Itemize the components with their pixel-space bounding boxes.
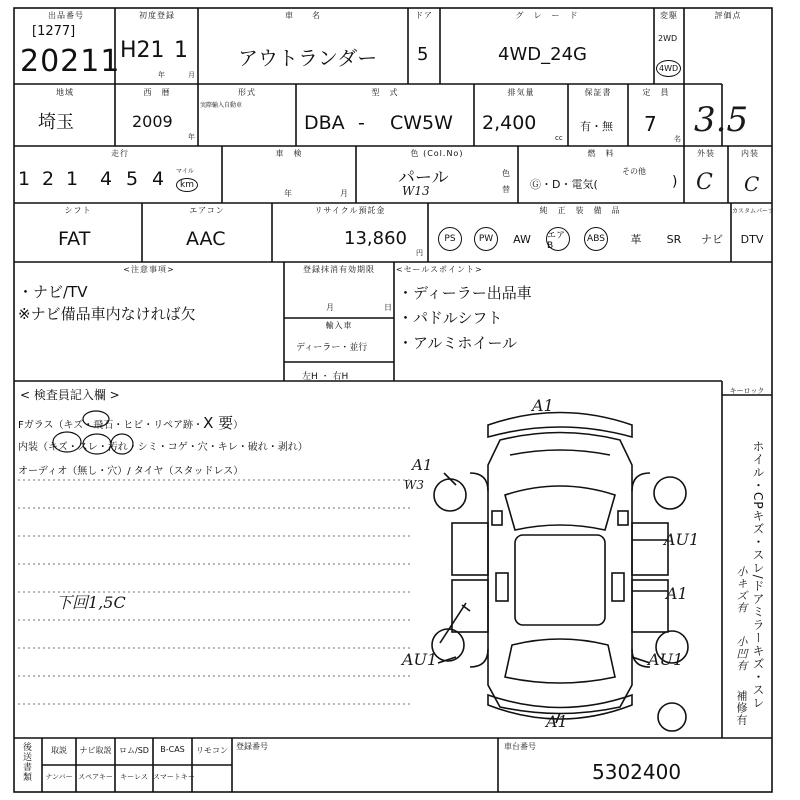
label-color: 色 (Col.No) <box>410 149 464 158</box>
equipment-label: ナビ <box>701 233 723 246</box>
inspection-glass-mark: X 要 <box>203 414 234 432</box>
color-code: W13 <box>402 184 430 198</box>
mileage-digit-5: 5 <box>126 168 139 190</box>
drive-4wd: 4WD <box>656 60 681 77</box>
side-hand-1: 小キズ有 <box>735 566 748 614</box>
label-keylock: キーロック <box>729 387 765 395</box>
label-import: 輸入車 <box>325 321 353 330</box>
recycle-unit: 円 <box>416 249 423 257</box>
import-type: ディーラー・並行 <box>296 343 368 353</box>
color-name: パール <box>398 168 449 188</box>
fuel-other: その他 <box>622 167 646 176</box>
label-aircon: エアコン <box>189 206 225 215</box>
equipment-label: PW <box>474 227 498 251</box>
label-shift: シフト <box>64 206 92 215</box>
damage-mark-right-door-1: AU1 <box>664 530 700 549</box>
label-model: 形式 <box>238 88 256 97</box>
label-mileage: 走行 <box>111 149 129 158</box>
equipment-label: PS <box>438 227 462 251</box>
damage-mark-front-left: A1 <box>412 456 433 474</box>
inspection-interior: 内装（キズ・スレ・汚れ・シミ・コゲ・穴・キレ・破れ・剥れ） <box>18 442 308 453</box>
score: 3.5 <box>694 100 749 140</box>
footer-doc-item: リモコン <box>196 746 228 755</box>
label-grade: グ レ ー ド <box>515 11 579 20</box>
equipment-label: ABS <box>584 227 608 251</box>
footer-doc-item: ナビ取説 <box>79 746 112 755</box>
inspection-handwritten: 下回1,5C <box>56 593 126 612</box>
mileage-digit-4: 4 <box>100 168 113 190</box>
footer-doc-item: 取説 <box>51 746 67 755</box>
footer-doc-item: ナンバー <box>45 773 73 781</box>
car-damage-diagram <box>400 395 725 740</box>
inspection-audio: オーディオ（無し・穴）/ タイヤ（スタッドレス） <box>18 466 244 477</box>
mileage-digit-1: 1 <box>18 168 31 190</box>
model-type-prefix: DBA <box>304 112 345 134</box>
footer-doc-item: B-CAS <box>160 745 185 754</box>
reg-expiry-month: 月 <box>326 303 334 312</box>
equipment-label: AW <box>513 232 531 246</box>
label-model-type: 型 式 <box>371 88 399 97</box>
label-score: 評価点 <box>714 11 742 20</box>
footer-doc-item: ロム/SD <box>119 746 149 755</box>
int-grade: C <box>744 172 760 196</box>
reg-expiry-day: 日 <box>384 303 392 312</box>
label-fuel: 燃 料 <box>587 149 615 158</box>
sales-point-1: ・ディーラー出品車 <box>398 284 532 302</box>
footer-doc-item: スマートキー <box>153 773 195 781</box>
label-year-model: 西 暦 <box>143 88 171 97</box>
mileage-digit-3: 1 <box>66 168 79 190</box>
damage-mark-front: A1 <box>532 396 554 415</box>
import-handle: 左H ・ 右H <box>302 372 349 382</box>
first-reg-year-unit: 年 <box>158 71 165 79</box>
label-doors: ドア <box>415 11 433 20</box>
lot-prefix: [1277] <box>32 24 76 39</box>
shaken-month-unit: 月 <box>340 189 348 198</box>
first-reg-era: H21 <box>120 38 165 63</box>
label-first-reg: 初度登録 <box>139 11 175 20</box>
displacement: 2,400 <box>482 112 537 134</box>
side-note: ホイル・CPキズ・スレ/ドアミラーキズ・スレ <box>751 440 765 710</box>
damage-mark-rear: A1 <box>546 712 568 731</box>
drive-2wd: 2WD <box>658 34 678 43</box>
lot-number: 20211 <box>20 44 121 79</box>
first-reg-month: 1 <box>174 38 188 63</box>
model-type: CW5W <box>390 112 453 134</box>
inspection-glass-text: Fガラス（キズ・飛石・ヒビ・リペア跡・ <box>18 420 204 431</box>
shift: FAT <box>58 228 91 250</box>
car-name: アウトランダー <box>238 46 378 70</box>
equipment-label: エアB <box>546 227 570 251</box>
label-ext: 外装 <box>697 149 715 158</box>
label-sales-points: <セールスポイント> <box>396 265 483 274</box>
grade: 4WD_24G <box>498 44 587 65</box>
label-int: 内装 <box>741 149 759 158</box>
label-car-name: 車 名 <box>285 11 321 20</box>
label-recycle: リサイクル預託金 <box>314 206 386 215</box>
label-reg-expiry: 登録抹消有効期限 <box>303 265 375 274</box>
color-change-2: 替 <box>502 185 510 194</box>
caution-1: ・ナビ/TV <box>18 283 88 301</box>
first-reg-month-unit: 月 <box>188 71 195 79</box>
label-cautions: <注意事項> <box>123 265 175 274</box>
label-option: カスタムパーツ <box>732 208 774 215</box>
model-note: 実際輸入自動車 <box>200 102 243 109</box>
year-model: 2009 <box>132 112 173 131</box>
label-equipment: 純 正 装 備 品 <box>539 206 621 215</box>
fuel-options: Ⓖ・D・電気( <box>530 178 598 191</box>
label-inspector: < 検査員記入欄 > <box>20 388 120 402</box>
equipment-label: 革 <box>630 233 642 246</box>
mileage-digit-2: 2 <box>42 168 55 190</box>
mileage-unit-mile: マイル <box>176 168 194 175</box>
label-lot-no: 出品番号 <box>48 11 84 20</box>
label-warranty: 保証書 <box>584 88 612 97</box>
mileage-unit-km: km <box>176 178 198 192</box>
footer-doc-item: スペアキー <box>78 773 113 781</box>
year-model-unit: 年 <box>188 133 195 141</box>
displacement-unit: cc <box>555 134 563 142</box>
doors: 5 <box>417 44 429 65</box>
chassis-number: 5302400 <box>592 760 682 784</box>
aircon: AAC <box>186 228 226 250</box>
shaken-year-unit: 年 <box>284 189 292 198</box>
inspection-glass-close: ） <box>233 420 244 431</box>
label-capacity: 定 員 <box>642 88 670 97</box>
side-hand-3: 補修有 <box>735 690 748 726</box>
label-chassis: 車台番号 <box>504 742 536 751</box>
sales-point-3: ・アルミホイール <box>398 334 518 352</box>
label-docs: 後送書類 <box>21 742 31 782</box>
color-change-1: 色 <box>502 169 510 178</box>
recycle: 13,860 <box>344 228 407 249</box>
capacity: 7 <box>644 112 657 136</box>
damage-mark-rear-right: AU1 <box>648 650 684 669</box>
damage-mark-rear-left: AU1 <box>402 650 438 669</box>
label-region: 地域 <box>56 88 74 97</box>
label-displacement: 排気量 <box>507 88 535 97</box>
ext-grade: C <box>696 170 713 195</box>
label-drive: 変駆 <box>660 11 678 20</box>
equipment-label: SR <box>666 232 682 246</box>
capacity-unit: 名 <box>674 135 681 143</box>
mileage-digit-6: 4 <box>152 168 165 190</box>
damage-mark-right-door-2: A1 <box>666 584 688 603</box>
region: 埼玉 <box>38 112 74 133</box>
fuel-close: ) <box>672 174 678 190</box>
footer-doc-item: キーレス <box>120 773 148 781</box>
side-hand-2: 小凹有 <box>735 636 748 672</box>
caution-2: ※ナビ備品車内なければ欠 <box>18 305 196 323</box>
model-type-dash: - <box>358 112 365 134</box>
sales-point-2: ・パドルシフト <box>398 309 503 327</box>
warranty-options: 有・無 <box>580 120 613 133</box>
damage-mark-front-left-2: W3 <box>404 478 424 492</box>
label-shaken: 車 検 <box>275 149 303 158</box>
equipment-label: DTV <box>740 232 764 246</box>
label-reg-no: 登録番号 <box>236 742 268 751</box>
